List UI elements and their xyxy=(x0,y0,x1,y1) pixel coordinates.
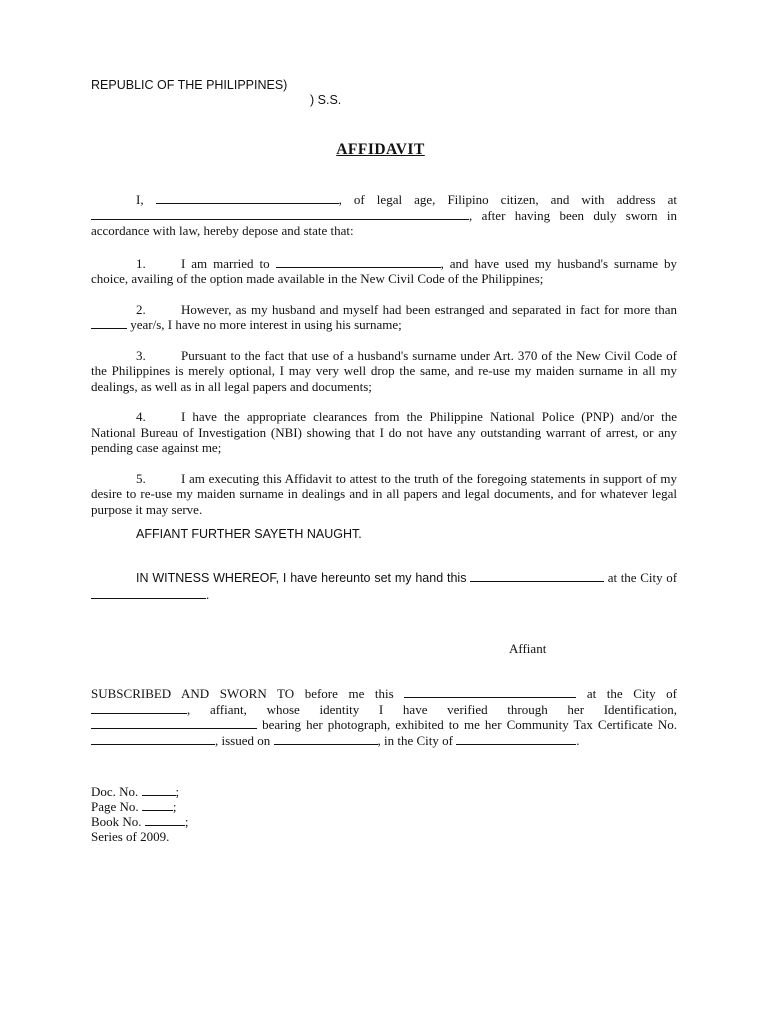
identification-blank[interactable] xyxy=(91,717,257,729)
item-3-number: 3. xyxy=(136,347,146,363)
jurat-text-f: , in the City of xyxy=(377,732,453,748)
page-no-line xyxy=(91,799,677,814)
item-2-text-b: year/s, I have no more interest in using his surname; xyxy=(130,317,402,332)
item-2-text-a: However, as my husband and myself had been estranged and separated in fact for more than xyxy=(181,301,677,317)
witness-date-blank[interactable] xyxy=(470,570,604,582)
doc-no-blank[interactable] xyxy=(142,784,176,796)
book-no-label: Book No. xyxy=(91,814,142,829)
years-blank[interactable] xyxy=(91,317,127,329)
further-sayeth: AFFIANT FURTHER SAYETH NAUGHT. xyxy=(136,527,362,541)
intro-text-3: , after having been duly sworn in accordance with law, hereby depose and state that: xyxy=(91,207,677,238)
intro-text-1: I, xyxy=(136,192,144,207)
series-line: Series of 2009. xyxy=(91,829,170,844)
item-1-text-a: I am married to xyxy=(181,255,270,271)
item-5-text: I am executing this Affidavit to attest to the truth of the foregoing statements in support of my desire to re-use my maiden surname in dealings and in all papers and legal documents, and for whatever legal purpose it may serve. xyxy=(91,470,677,517)
jurat-text-c: , affiant, whose identity I have verified through her Identification, xyxy=(187,701,677,717)
page-no-blank[interactable] xyxy=(142,799,173,811)
jurat-text-d: bearing her photograph, exhibited to me her Community Tax Certificate No. xyxy=(262,717,677,732)
ctc-city-blank[interactable] xyxy=(456,733,576,745)
book-no-end: ; xyxy=(184,814,189,829)
item-5-number: 5. xyxy=(136,470,146,486)
item-1-text-b: , and have used my husband's surname by choice, availing of the option made available in the New Civil Code of the Philippines; xyxy=(91,255,677,286)
witness-paragraph xyxy=(91,570,677,602)
jurat-text-a: SUBSCRIBED AND SWORN TO before me this xyxy=(91,686,394,701)
witness-text-a: IN WITNESS WHEREOF, I have hereunto set my hand this xyxy=(136,571,467,585)
ctc-number-blank[interactable] xyxy=(91,733,215,745)
item-3-text: Pursuant to the fact that use of a husband's surname under Art. 370 of the New Civil Code of the Philippines is merely optional, I may very well drop the same, and re-use my maiden surname in all my dealings, as well as in all legal papers and documents; xyxy=(91,347,677,394)
jurat-text-b: at the City of xyxy=(586,686,677,701)
intro-paragraph xyxy=(91,192,677,239)
affiant-label: Affiant xyxy=(509,641,547,656)
page-no-end: ; xyxy=(172,799,177,814)
affidavit-document xyxy=(91,78,677,844)
intro-text-2: , of legal age, Filipino citizen, and with address at xyxy=(338,192,677,207)
witness-text-b: at the City of xyxy=(607,570,678,585)
item-3 xyxy=(91,348,677,395)
witness-city-blank[interactable] xyxy=(91,587,206,599)
header-republic: REPUBLIC OF THE PHILIPPINES) xyxy=(91,78,288,92)
page-no-label: Page No. xyxy=(91,799,139,814)
item-4-text: I have the appropriate clearances from the Philippine National Police (PNP) and/or the National Bureau of Investigation (NBI) showing that I do not have any outstanding warrant of arrest, or any pending case against me; xyxy=(91,409,677,455)
doc-no-line xyxy=(91,784,677,799)
doc-no-label: Doc. No. xyxy=(91,784,139,799)
jurat-city-blank[interactable] xyxy=(91,702,187,714)
doc-no-end: ; xyxy=(175,784,180,799)
item-2 xyxy=(91,302,677,333)
husband-name-blank[interactable] xyxy=(276,256,441,268)
item-1 xyxy=(91,256,677,287)
item-5 xyxy=(91,471,677,518)
item-1-number: 1. xyxy=(136,255,146,271)
jurat-text-e: , issued on xyxy=(215,732,271,748)
jurat-paragraph xyxy=(91,686,677,748)
jurat-text-g: . xyxy=(576,732,580,748)
book-no-blank[interactable] xyxy=(145,814,185,826)
address-blank[interactable] xyxy=(91,208,469,220)
item-2-number: 2. xyxy=(136,301,146,317)
issued-on-blank[interactable] xyxy=(274,733,378,745)
notarial-register xyxy=(91,784,677,844)
book-no-line xyxy=(91,814,677,829)
item-4 xyxy=(91,409,677,456)
document-title: AFFIDAVIT xyxy=(336,141,425,158)
witness-text-c: . xyxy=(206,586,210,602)
jurat-date-blank[interactable] xyxy=(404,686,576,698)
header-ss: ) S.S. xyxy=(310,93,342,107)
item-4-number: 4. xyxy=(136,409,146,424)
name-blank[interactable] xyxy=(156,192,339,204)
